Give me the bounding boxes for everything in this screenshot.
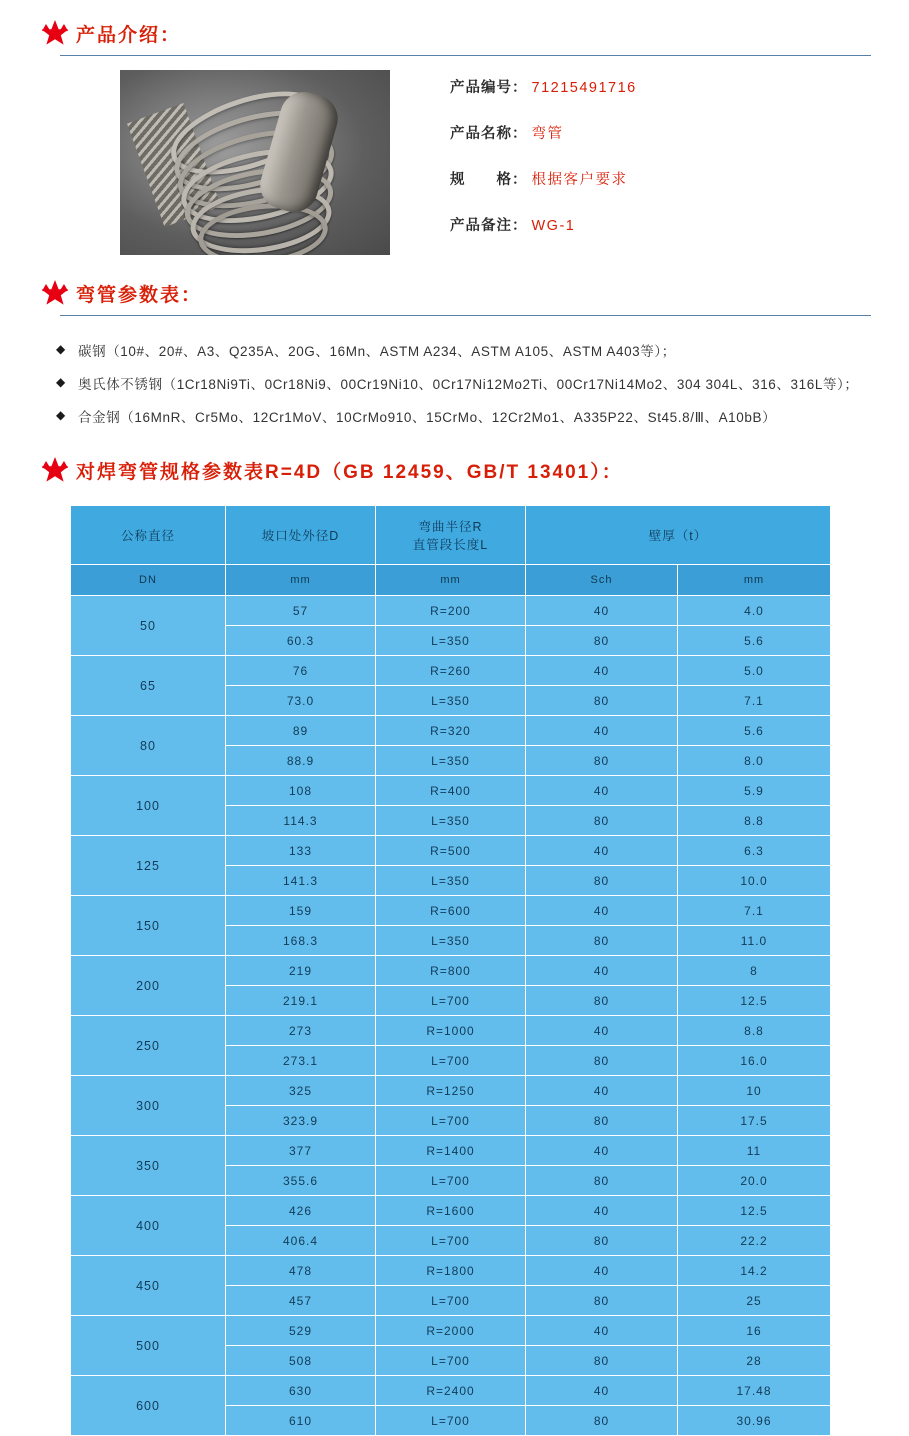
cell-thickness-2: 22.2 <box>678 1226 831 1256</box>
cell-sch-2: 80 <box>526 986 678 1016</box>
table-row <box>71 776 831 806</box>
star-icon <box>38 455 72 485</box>
table-row <box>71 896 831 926</box>
material-item-austenitic-stainless: 奥氏体不锈钢（1Cr18Ni9Ti、0Cr18Ni9、00Cr19Ni10、0Cr17Ni12Mo2Ti、00Cr17Ni14Mo2、304 304L、316、316L等）； <box>78 377 859 392</box>
cell-sch-1: 40 <box>526 1316 678 1346</box>
cell-od-1: 159 <box>226 896 376 926</box>
cell-radius: R=500 <box>376 836 526 866</box>
cell-dn: 125 <box>71 836 226 896</box>
table-row <box>71 596 831 626</box>
cell-dn: 100 <box>71 776 226 836</box>
cell-dn: 200 <box>71 956 226 1016</box>
section-title-spec-table: 对焊弯管规格参数表R=4D（GB 12459、GB/T 13401）： <box>76 461 623 483</box>
cell-thickness-1: 12.5 <box>678 1196 831 1226</box>
cell-length: L=350 <box>376 926 526 956</box>
cell-od-2: 406.4 <box>226 1226 376 1256</box>
col-header-radius-line1: 弯曲半径R <box>418 520 483 534</box>
cell-od-1: 57 <box>226 596 376 626</box>
cell-od-1: 133 <box>226 836 376 866</box>
product-field-code <box>450 76 637 97</box>
cell-sch-1: 40 <box>526 1196 678 1226</box>
cell-od-2: 114.3 <box>226 806 376 836</box>
unit-dn: DN <box>71 565 226 596</box>
table-row <box>71 716 831 746</box>
cell-sch-1: 40 <box>526 1376 678 1406</box>
cell-sch-2: 80 <box>526 1166 678 1196</box>
divider-intro <box>60 54 871 56</box>
table-row <box>71 1256 831 1286</box>
cell-radius: R=1600 <box>376 1196 526 1226</box>
cell-length: L=350 <box>376 806 526 836</box>
cell-od-1: 630 <box>226 1376 376 1406</box>
product-field-code-value: 71215491716 <box>531 80 637 96</box>
cell-thickness-2: 8.8 <box>678 806 831 836</box>
cell-od-2: 355.6 <box>226 1166 376 1196</box>
table-header-row <box>71 506 831 565</box>
spec-table-body <box>71 596 831 1436</box>
cell-dn: 450 <box>71 1256 226 1316</box>
product-field-remark-value: WG-1 <box>531 218 576 234</box>
cell-od-2: 457 <box>226 1286 376 1316</box>
table-unit-row <box>71 565 831 596</box>
cell-radius: R=1400 <box>376 1136 526 1166</box>
star-icon <box>38 18 72 48</box>
table-row <box>71 656 831 686</box>
cell-thickness-1: 16 <box>678 1316 831 1346</box>
table-row <box>71 1376 831 1406</box>
cell-thickness-1: 6.3 <box>678 836 831 866</box>
cell-length: L=700 <box>376 986 526 1016</box>
cell-radius: R=1000 <box>376 1016 526 1046</box>
product-field-remark-label: 产品备注： <box>450 218 528 234</box>
cell-od-1: 377 <box>226 1136 376 1166</box>
section-header-spec-table <box>38 437 909 485</box>
cell-sch-1: 40 <box>526 836 678 866</box>
cell-sch-2: 80 <box>526 1346 678 1376</box>
cell-thickness-1: 17.48 <box>678 1376 831 1406</box>
material-list <box>56 338 871 431</box>
star-icon <box>38 278 72 308</box>
section-title-bend-params: 弯管参数表： <box>76 284 203 306</box>
cell-od-2: 168.3 <box>226 926 376 956</box>
cell-od-1: 426 <box>226 1196 376 1226</box>
cell-od-2: 60.3 <box>226 626 376 656</box>
cell-thickness-1: 8.8 <box>678 1016 831 1046</box>
cell-thickness-2: 12.5 <box>678 986 831 1016</box>
cell-od-2: 508 <box>226 1346 376 1376</box>
cell-length: L=700 <box>376 1106 526 1136</box>
cell-radius: R=800 <box>376 956 526 986</box>
cell-radius: R=200 <box>376 596 526 626</box>
table-row <box>71 1136 831 1166</box>
cell-thickness-1: 7.1 <box>678 896 831 926</box>
col-header-dn: 公称直径 <box>71 506 226 565</box>
product-field-name-value: 弯管 <box>531 126 564 142</box>
cell-sch-2: 80 <box>526 1046 678 1076</box>
cell-thickness-1: 11 <box>678 1136 831 1166</box>
divider-bend-params <box>60 314 871 316</box>
cell-od-2: 73.0 <box>226 686 376 716</box>
cell-dn: 150 <box>71 896 226 956</box>
cell-radius: R=2000 <box>376 1316 526 1346</box>
cell-od-1: 89 <box>226 716 376 746</box>
cell-sch-2: 80 <box>526 806 678 836</box>
cell-od-2: 141.3 <box>226 866 376 896</box>
product-field-list <box>450 70 637 260</box>
cell-od-1: 76 <box>226 656 376 686</box>
cell-thickness-2: 10.0 <box>678 866 831 896</box>
cell-dn: 500 <box>71 1316 226 1376</box>
cell-length: L=700 <box>376 1226 526 1256</box>
cell-od-2: 610 <box>226 1406 376 1436</box>
product-field-spec <box>450 168 637 189</box>
cell-thickness-2: 17.5 <box>678 1106 831 1136</box>
cell-sch-1: 40 <box>526 956 678 986</box>
cell-sch-1: 40 <box>526 656 678 686</box>
cell-thickness-1: 8 <box>678 956 831 986</box>
cell-thickness-2: 25 <box>678 1286 831 1316</box>
product-field-remark <box>450 214 637 235</box>
cell-od-2: 219.1 <box>226 986 376 1016</box>
table-row <box>71 956 831 986</box>
table-row <box>71 1076 831 1106</box>
cell-length: L=350 <box>376 866 526 896</box>
list-item <box>56 371 871 398</box>
cell-dn: 50 <box>71 596 226 656</box>
cell-od-2: 323.9 <box>226 1106 376 1136</box>
list-item <box>56 404 871 431</box>
cell-thickness-2: 28 <box>678 1346 831 1376</box>
cell-thickness-1: 4.0 <box>678 596 831 626</box>
unit-radius: mm <box>376 565 526 596</box>
col-header-thickness: 壁厚（t） <box>526 506 831 565</box>
product-field-name <box>450 122 637 143</box>
unit-sch: Sch <box>526 565 678 596</box>
cell-dn: 300 <box>71 1076 226 1136</box>
cell-length: L=350 <box>376 686 526 716</box>
cell-length: L=700 <box>376 1406 526 1436</box>
cell-length: L=350 <box>376 746 526 776</box>
cell-dn: 600 <box>71 1376 226 1436</box>
cell-thickness-1: 10 <box>678 1076 831 1106</box>
table-row <box>71 1316 831 1346</box>
cell-dn: 250 <box>71 1016 226 1076</box>
cell-sch-1: 40 <box>526 1076 678 1106</box>
cell-thickness-2: 8.0 <box>678 746 831 776</box>
diamond-bullet-icon: ◆ <box>56 375 66 389</box>
cell-od-1: 219 <box>226 956 376 986</box>
spec-table <box>70 505 831 1436</box>
cell-thickness-1: 5.0 <box>678 656 831 686</box>
cell-length: L=700 <box>376 1166 526 1196</box>
product-intro-block <box>0 70 909 260</box>
cell-od-1: 273 <box>226 1016 376 1046</box>
col-header-radius <box>376 506 526 565</box>
cell-radius: R=600 <box>376 896 526 926</box>
cell-sch-2: 80 <box>526 1106 678 1136</box>
cell-dn: 80 <box>71 716 226 776</box>
cell-sch-2: 80 <box>526 1226 678 1256</box>
section-header-bend-params <box>38 260 909 308</box>
table-row <box>71 836 831 866</box>
product-field-spec-label: 规 格： <box>450 172 528 188</box>
cell-thickness-2: 11.0 <box>678 926 831 956</box>
material-item-alloy-steel: 合金钢（16MnR、Cr5Mo、12Cr1MoV、10CrMo910、15CrMo、12Cr2Mo1、A335P22、St45.8/Ⅲ、A10bB） <box>78 410 777 425</box>
cell-dn: 65 <box>71 656 226 716</box>
material-item-carbon-steel: 碳钢（10#、20#、A3、Q235A、20G、16Mn、ASTM A234、ASTM A105、ASTM A403等）； <box>78 344 676 359</box>
list-item <box>56 338 871 365</box>
cell-sch-2: 80 <box>526 746 678 776</box>
cell-radius: R=320 <box>376 716 526 746</box>
cell-od-1: 529 <box>226 1316 376 1346</box>
cell-thickness-2: 7.1 <box>678 686 831 716</box>
cell-od-1: 108 <box>226 776 376 806</box>
cell-sch-2: 80 <box>526 1286 678 1316</box>
page-title: 产品介绍： <box>76 24 182 46</box>
cell-radius: R=1250 <box>376 1076 526 1106</box>
cell-thickness-1: 14.2 <box>678 1256 831 1286</box>
cell-sch-1: 40 <box>526 596 678 626</box>
cell-radius: R=2400 <box>376 1376 526 1406</box>
cell-od-2: 273.1 <box>226 1046 376 1076</box>
cell-sch-2: 80 <box>526 866 678 896</box>
cell-sch-1: 40 <box>526 1016 678 1046</box>
table-row <box>71 1016 831 1046</box>
cell-sch-1: 40 <box>526 896 678 926</box>
cell-thickness-2: 20.0 <box>678 1166 831 1196</box>
cell-sch-1: 40 <box>526 1136 678 1166</box>
cell-thickness-2: 16.0 <box>678 1046 831 1076</box>
diamond-bullet-icon: ◆ <box>56 342 66 356</box>
cell-sch-2: 80 <box>526 1406 678 1436</box>
cell-radius: R=1800 <box>376 1256 526 1286</box>
cell-length: L=700 <box>376 1346 526 1376</box>
cell-thickness-2: 5.6 <box>678 626 831 656</box>
cell-thickness-2: 30.96 <box>678 1406 831 1436</box>
cell-thickness-1: 5.9 <box>678 776 831 806</box>
cell-sch-2: 80 <box>526 926 678 956</box>
cell-dn: 350 <box>71 1136 226 1196</box>
cell-dn: 400 <box>71 1196 226 1256</box>
unit-od: mm <box>226 565 376 596</box>
unit-thickness: mm <box>678 565 831 596</box>
product-field-spec-value: 根据客户要求 <box>531 172 628 188</box>
cell-od-2: 88.9 <box>226 746 376 776</box>
cell-length: L=700 <box>376 1286 526 1316</box>
cell-sch-1: 40 <box>526 776 678 806</box>
cell-length: L=350 <box>376 626 526 656</box>
cell-thickness-1: 5.6 <box>678 716 831 746</box>
col-header-od: 坡口处外径D <box>226 506 376 565</box>
spec-table-wrapper <box>70 505 871 1436</box>
cell-sch-2: 80 <box>526 686 678 716</box>
diamond-bullet-icon: ◆ <box>56 408 66 422</box>
product-field-code-label: 产品编号： <box>450 80 528 96</box>
cell-od-1: 325 <box>226 1076 376 1106</box>
cell-sch-2: 80 <box>526 626 678 656</box>
cell-sch-1: 40 <box>526 716 678 746</box>
cell-radius: R=260 <box>376 656 526 686</box>
table-row <box>71 1196 831 1226</box>
cell-radius: R=400 <box>376 776 526 806</box>
cell-od-1: 478 <box>226 1256 376 1286</box>
cell-length: L=700 <box>376 1046 526 1076</box>
cell-sch-1: 40 <box>526 1256 678 1286</box>
product-field-name-label: 产品名称： <box>450 126 528 142</box>
col-header-radius-line2: 直管段长度L <box>412 538 489 552</box>
section-header-product-intro <box>38 0 909 48</box>
product-image <box>120 70 390 255</box>
